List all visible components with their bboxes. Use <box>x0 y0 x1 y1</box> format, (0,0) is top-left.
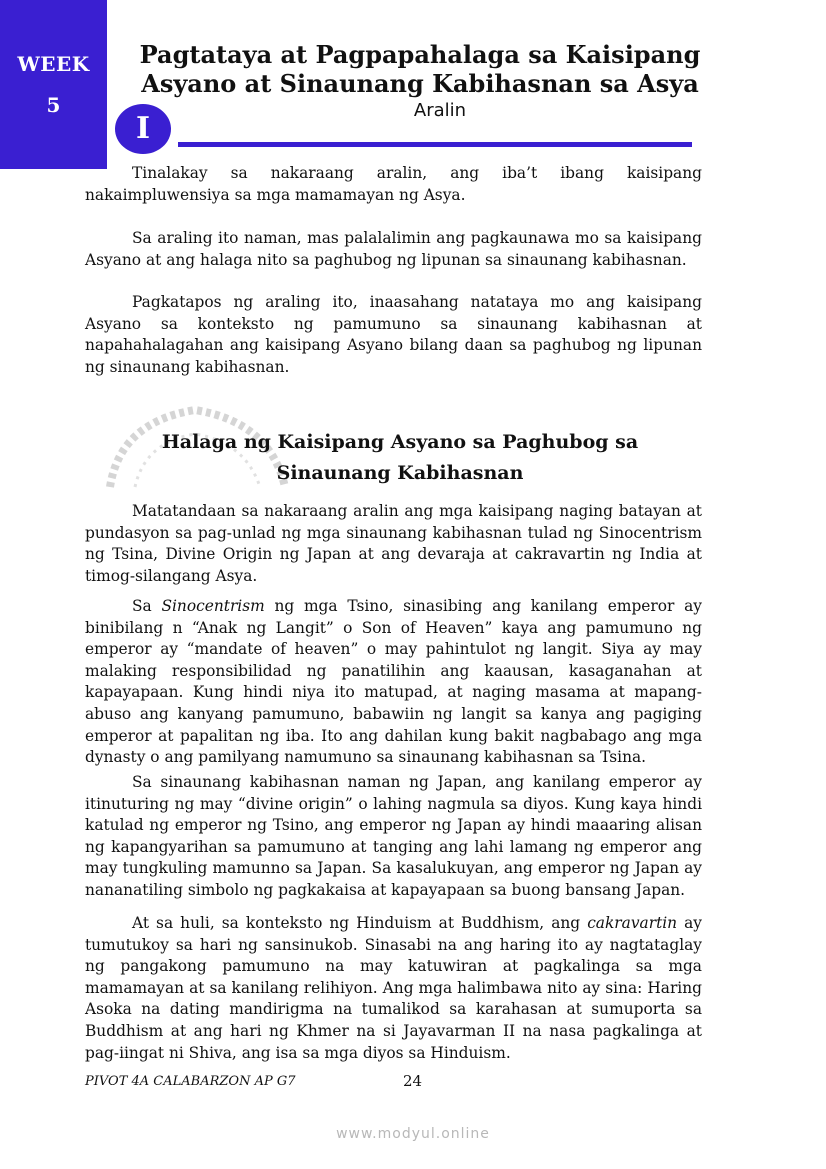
section-heading-line1: Halaga ng Kaisipang Asyano sa Paghubog sa <box>161 431 639 453</box>
header-divider <box>178 142 692 147</box>
page-subtitle: Aralin <box>413 100 467 121</box>
body-paragraph-2 <box>85 596 702 769</box>
section-marker-badge: I <box>115 104 171 154</box>
section-heading <box>120 427 680 489</box>
page-title <box>120 40 720 98</box>
week-number: 5 <box>46 93 61 117</box>
body-paragraph-4-lead: At sa huli, sa konteksto ng Hinduism at Buddhism, ang <box>132 914 588 932</box>
body-paragraph-4 <box>85 913 702 1064</box>
intro-paragraph-3: Pagkatapos ng araling ito, inaasahang natataya mo ang kaisipang Asyano sa konteksto ng pamumuno sa sinaunang kabihasnan at napahahalagahan ang kaisipang Asyano bilang daan sa paghubog ng lipunan ng sinaunang kabihasnan. <box>85 293 702 376</box>
intro-paragraph-2: Sa araling ito naman, mas palalalimin ang pagkaunawa mo sa kaisipang Asyano at ang halaga nito sa paghubog ng lipunan sa sinaunang kabihasnan. <box>85 229 702 269</box>
body-paragraph-4-rest: ay tumutukoy sa hari ng sansinukob. Sinasabi na ang haring ito ay nagtataglay ng pangakong pamumuno na may katuwiran at pagkalinga sa mga mamamayan at sa kanilang relihiyon. Ang mga halimbawa nito ay sina: Haring Asoka na dating mandirigma na tumalikod sa karahasan at sumuporta sa Buddhism at ang hari ng Khmer na si Jayavarman II na nasa pagkalinga at pag-iingat ni Shiva, ang isa sa mga diyos sa Hinduism. <box>85 914 702 1062</box>
page-title-line1: Pagtataya at Pagpapahalaga sa Kaisipang <box>139 40 701 69</box>
body-paragraph-4-term: cakravartin <box>587 914 678 932</box>
intro-paragraph-1-text: Tinalakay sa nakaraang aralin, ang iba’t ibang kaisipang nakaimpluwensiya sa mga mamamayan ng Asya. <box>85 164 702 204</box>
body-paragraph-1: Matatandaan sa nakaraang aralin ang mga kaisipang naging batayan at pundasyon sa pag-unlad ng mga sinaunang kabihasnan tulad ng Sinocentrism ng Tsina, Divine Origin ng Japan at ang devaraja at cakravartin ng India at timog-silangang Asya. <box>85 502 702 585</box>
section-heading-line2: Sinaunang Kabihasnan <box>276 462 524 484</box>
site-watermark: www.modyul.online <box>336 1126 490 1142</box>
body-paragraph-2-lead: Sa <box>132 597 162 615</box>
body-paragraph-2-rest: ng mga Tsino, sinasibing ang kanilang emperor ay binibilang n “Anak ng Langit” o Son of Heaven” kaya ang pamumuno ng emperor ay “mandate of heaven” o may pahintulot ng langit. Siya ay may malaking responsibilidad ng panatilihin ang kaausan, kasaganahan at kapayapaan. Kung hindi niya ito matupad, at naging masama at mapang-abuso ang kanyang pamumuno, babawiin ng langit sa kanya ang pagiging emperor at papalitan ng iba. Ito ang dahilan kung bakit nagbabago ang mga dynasty o ang pamilyang namumuno sa sinaunang kabihasnan sa Tsina. <box>85 597 702 767</box>
body-paragraph-3: Sa sinaunang kabihasnan naman ng Japan, ang kanilang emperor ay itinuturing ng may “divine origin” o lahing nagmula sa diyos. Kung kaya hindi katulad ng emperor ng Tsino, ang emperor ng Japan ay hindi maaaring alisan ng kapangyarihan sa pamumuno at tanging ang lahi lamang ng emperor ang may tungkuling mamunno sa Japan. Sa kasalukuyan, ang emperor ng Japan ay nananatiling simbolo ng pagkakaisa at kapayapaan sa buong bansang Japan. <box>85 773 702 899</box>
page-title-line2: Asyano at Sinaunang Kabihasnan sa Asya <box>141 69 699 98</box>
page-number: 24 <box>403 1072 423 1090</box>
body-paragraph-2-term: Sinocentrism <box>161 597 265 615</box>
week-badge <box>0 0 107 169</box>
intro-paragraph-1 <box>85 163 702 206</box>
week-label: WEEK <box>17 52 90 76</box>
footer-source: PIVOT 4A CALABARZON AP G7 <box>85 1074 296 1089</box>
